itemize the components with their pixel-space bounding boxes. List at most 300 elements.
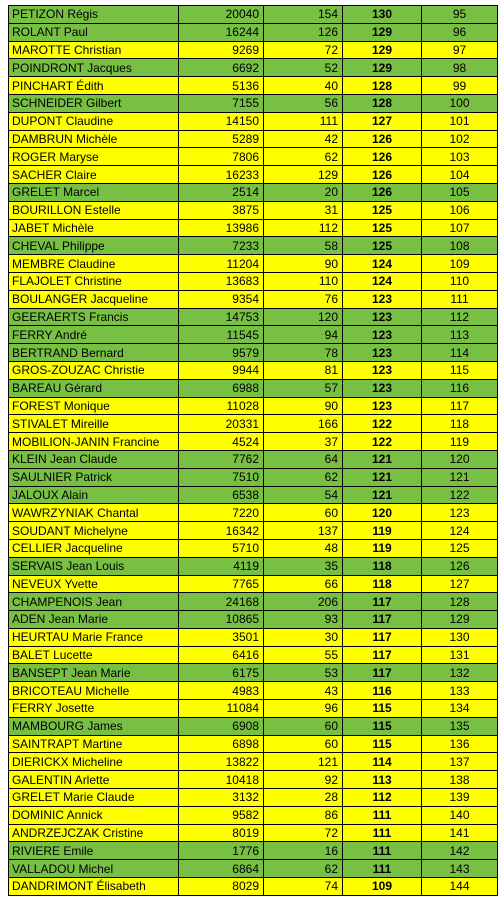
average-cell: 113 (343, 771, 422, 789)
player-name-cell: PINCHART Édith (9, 77, 179, 95)
count-cell: 76 (264, 290, 343, 308)
table-row (9, 112, 498, 130)
table-row (9, 522, 498, 540)
table-row (9, 646, 498, 664)
rank-cell: 129 (422, 611, 498, 629)
average-cell: 123 (343, 308, 422, 326)
count-cell: 72 (264, 824, 343, 842)
count-cell: 62 (264, 148, 343, 166)
count-cell: 126 (264, 23, 343, 41)
total-cell: 13683 (179, 272, 264, 290)
average-cell: 122 (343, 415, 422, 433)
average-cell: 117 (343, 646, 422, 664)
average-cell: 115 (343, 700, 422, 718)
total-cell: 7155 (179, 94, 264, 112)
player-name-cell: JABET Michèle (9, 219, 179, 237)
average-cell: 123 (343, 379, 422, 397)
rank-cell: 118 (422, 415, 498, 433)
count-cell: 137 (264, 522, 343, 540)
total-cell: 9269 (179, 41, 264, 59)
average-cell: 119 (343, 522, 422, 540)
player-name-cell: ADEN Jean Marie (9, 611, 179, 629)
player-name-cell: FERRY André (9, 326, 179, 344)
count-cell: 62 (264, 860, 343, 878)
average-cell: 117 (343, 628, 422, 646)
total-cell: 3132 (179, 789, 264, 807)
count-cell: 56 (264, 94, 343, 112)
average-cell: 121 (343, 468, 422, 486)
rank-cell: 111 (422, 290, 498, 308)
rank-cell: 123 (422, 504, 498, 522)
player-name-cell: NEVEUX Yvette (9, 575, 179, 593)
count-cell: 40 (264, 77, 343, 95)
player-name-cell: RIVIERE Emile (9, 842, 179, 860)
count-cell: 54 (264, 486, 343, 504)
total-cell: 20040 (179, 6, 264, 24)
rank-cell: 144 (422, 878, 498, 896)
average-cell: 111 (343, 842, 422, 860)
count-cell: 90 (264, 255, 343, 273)
average-cell: 111 (343, 860, 422, 878)
rank-cell: 141 (422, 824, 498, 842)
player-name-cell: BOULANGER Jacqueline (9, 290, 179, 308)
total-cell: 9944 (179, 361, 264, 379)
count-cell: 31 (264, 201, 343, 219)
table-row (9, 415, 498, 433)
rank-cell: 126 (422, 557, 498, 575)
count-cell: 55 (264, 646, 343, 664)
table-row (9, 308, 498, 326)
average-cell: 128 (343, 94, 422, 112)
count-cell: 72 (264, 41, 343, 59)
count-cell: 94 (264, 326, 343, 344)
table-row (9, 237, 498, 255)
player-name-cell: JALOUX Alain (9, 486, 179, 504)
total-cell: 1776 (179, 842, 264, 860)
average-cell: 123 (343, 344, 422, 362)
count-cell: 60 (264, 717, 343, 735)
count-cell: 78 (264, 344, 343, 362)
count-cell: 86 (264, 806, 343, 824)
player-name-cell: SERVAIS Jean Louis (9, 557, 179, 575)
table-row (9, 6, 498, 24)
table-row (9, 130, 498, 148)
total-cell: 9582 (179, 806, 264, 824)
count-cell: 166 (264, 415, 343, 433)
table-row (9, 664, 498, 682)
total-cell: 14753 (179, 308, 264, 326)
table-row (9, 557, 498, 575)
count-cell: 92 (264, 771, 343, 789)
average-cell: 129 (343, 59, 422, 77)
average-cell: 116 (343, 682, 422, 700)
count-cell: 60 (264, 504, 343, 522)
total-cell: 11028 (179, 397, 264, 415)
rank-cell: 103 (422, 148, 498, 166)
average-cell: 121 (343, 450, 422, 468)
count-cell: 58 (264, 237, 343, 255)
player-name-cell: SAULNIER Patrick (9, 468, 179, 486)
total-cell: 7806 (179, 148, 264, 166)
count-cell: 154 (264, 6, 343, 24)
player-name-cell: ROLANT Paul (9, 23, 179, 41)
rank-cell: 131 (422, 646, 498, 664)
total-cell: 10865 (179, 611, 264, 629)
table-row (9, 77, 498, 95)
average-cell: 115 (343, 735, 422, 753)
table-row (9, 290, 498, 308)
table-row (9, 183, 498, 201)
total-cell: 7233 (179, 237, 264, 255)
table-row (9, 450, 498, 468)
average-cell: 126 (343, 183, 422, 201)
player-name-cell: DIERICKX Micheline (9, 753, 179, 771)
total-cell: 13986 (179, 219, 264, 237)
rank-cell: 125 (422, 539, 498, 557)
total-cell: 3875 (179, 201, 264, 219)
player-name-cell: STIVALET Mireille (9, 415, 179, 433)
average-cell: 112 (343, 789, 422, 807)
total-cell: 8019 (179, 824, 264, 842)
table-row (9, 504, 498, 522)
player-name-cell: GRELET Marie Claude (9, 789, 179, 807)
total-cell: 14150 (179, 112, 264, 130)
rank-cell: 142 (422, 842, 498, 860)
player-name-cell: DANDRIMONT Élisabeth (9, 878, 179, 896)
count-cell: 81 (264, 361, 343, 379)
total-cell: 10418 (179, 771, 264, 789)
rank-cell: 136 (422, 735, 498, 753)
average-cell: 123 (343, 326, 422, 344)
average-cell: 125 (343, 201, 422, 219)
player-name-cell: BALET Lucette (9, 646, 179, 664)
player-name-cell: SCHNEIDER Gilbert (9, 94, 179, 112)
total-cell: 6898 (179, 735, 264, 753)
table-row (9, 433, 498, 451)
count-cell: 129 (264, 166, 343, 184)
player-name-cell: DUPONT Claudine (9, 112, 179, 130)
count-cell: 28 (264, 789, 343, 807)
rank-cell: 135 (422, 717, 498, 735)
player-name-cell: BRICOTEAU Michelle (9, 682, 179, 700)
rank-cell: 95 (422, 6, 498, 24)
total-cell: 9354 (179, 290, 264, 308)
table-row (9, 379, 498, 397)
average-cell: 117 (343, 593, 422, 611)
player-name-cell: MAMBOURG James (9, 717, 179, 735)
count-cell: 206 (264, 593, 343, 611)
table-row (9, 806, 498, 824)
total-cell: 11084 (179, 700, 264, 718)
table-row (9, 468, 498, 486)
player-name-cell: FOREST Monique (9, 397, 179, 415)
player-name-cell: CHAMPENOIS Jean (9, 593, 179, 611)
average-cell: 125 (343, 237, 422, 255)
player-name-cell: SACHER Claire (9, 166, 179, 184)
table-row (9, 219, 498, 237)
average-cell: 118 (343, 557, 422, 575)
average-cell: 114 (343, 753, 422, 771)
table-row (9, 611, 498, 629)
rank-cell: 96 (422, 23, 498, 41)
table-row (9, 878, 498, 896)
player-name-cell: GALENTIN Arlette (9, 771, 179, 789)
total-cell: 6692 (179, 59, 264, 77)
average-cell: 125 (343, 219, 422, 237)
rank-cell: 99 (422, 77, 498, 95)
total-cell: 9579 (179, 344, 264, 362)
average-cell: 117 (343, 664, 422, 682)
player-name-cell: VALLADOU Michel (9, 860, 179, 878)
average-cell: 126 (343, 166, 422, 184)
count-cell: 35 (264, 557, 343, 575)
average-cell: 128 (343, 77, 422, 95)
table-row (9, 771, 498, 789)
average-cell: 121 (343, 486, 422, 504)
average-cell: 115 (343, 717, 422, 735)
average-cell: 122 (343, 433, 422, 451)
count-cell: 62 (264, 468, 343, 486)
count-cell: 20 (264, 183, 343, 201)
count-cell: 37 (264, 433, 343, 451)
count-cell: 110 (264, 272, 343, 290)
rank-cell: 138 (422, 771, 498, 789)
total-cell: 7510 (179, 468, 264, 486)
total-cell: 6908 (179, 717, 264, 735)
rank-cell: 97 (422, 41, 498, 59)
count-cell: 30 (264, 628, 343, 646)
count-cell: 74 (264, 878, 343, 896)
player-name-cell: BANSEPT Jean Marie (9, 664, 179, 682)
player-name-cell: GROS-ZOUZAC Christie (9, 361, 179, 379)
total-cell: 11545 (179, 326, 264, 344)
player-name-cell: GRELET Marcel (9, 183, 179, 201)
average-cell: 124 (343, 272, 422, 290)
rank-cell: 116 (422, 379, 498, 397)
table-row (9, 94, 498, 112)
rank-cell: 98 (422, 59, 498, 77)
player-name-cell: MEMBRE Claudine (9, 255, 179, 273)
table-row (9, 735, 498, 753)
table-row (9, 628, 498, 646)
player-name-cell: FERRY Josette (9, 700, 179, 718)
table-row (9, 860, 498, 878)
average-cell: 126 (343, 148, 422, 166)
total-cell: 4983 (179, 682, 264, 700)
rank-cell: 114 (422, 344, 498, 362)
average-cell: 129 (343, 23, 422, 41)
rank-cell: 104 (422, 166, 498, 184)
count-cell: 48 (264, 539, 343, 557)
total-cell: 3501 (179, 628, 264, 646)
table-row (9, 344, 498, 362)
rank-cell: 117 (422, 397, 498, 415)
rank-cell: 128 (422, 593, 498, 611)
table-row (9, 166, 498, 184)
table-row (9, 361, 498, 379)
count-cell: 42 (264, 130, 343, 148)
table-row (9, 789, 498, 807)
table-row (9, 824, 498, 842)
count-cell: 53 (264, 664, 343, 682)
player-name-cell: SAINTRAPT Martine (9, 735, 179, 753)
table-row (9, 700, 498, 718)
player-name-cell: MAROTTE Christian (9, 41, 179, 59)
player-name-cell: WAWRZYNIAK Chantal (9, 504, 179, 522)
rank-cell: 108 (422, 237, 498, 255)
average-cell: 120 (343, 504, 422, 522)
total-cell: 20331 (179, 415, 264, 433)
table-row (9, 842, 498, 860)
rank-cell: 109 (422, 255, 498, 273)
count-cell: 121 (264, 753, 343, 771)
ranking-table (8, 5, 498, 896)
rank-cell: 134 (422, 700, 498, 718)
rank-cell: 113 (422, 326, 498, 344)
rank-cell: 140 (422, 806, 498, 824)
average-cell: 123 (343, 290, 422, 308)
rank-cell: 127 (422, 575, 498, 593)
average-cell: 126 (343, 130, 422, 148)
player-name-cell: FLAJOLET Christine (9, 272, 179, 290)
player-name-cell: ROGER Maryse (9, 148, 179, 166)
table-row (9, 201, 498, 219)
table-row (9, 753, 498, 771)
average-cell: 111 (343, 824, 422, 842)
table-row (9, 575, 498, 593)
count-cell: 52 (264, 59, 343, 77)
player-name-cell: DAMBRUN Michèle (9, 130, 179, 148)
total-cell: 6416 (179, 646, 264, 664)
count-cell: 16 (264, 842, 343, 860)
rank-cell: 110 (422, 272, 498, 290)
table-row (9, 593, 498, 611)
table-row (9, 682, 498, 700)
rank-cell: 143 (422, 860, 498, 878)
average-cell: 123 (343, 397, 422, 415)
total-cell: 6538 (179, 486, 264, 504)
count-cell: 43 (264, 682, 343, 700)
total-cell: 16244 (179, 23, 264, 41)
ranking-table-body (9, 6, 498, 896)
rank-cell: 120 (422, 450, 498, 468)
player-name-cell: MOBILION-JANIN Francine (9, 433, 179, 451)
total-cell: 13822 (179, 753, 264, 771)
rank-cell: 122 (422, 486, 498, 504)
player-name-cell: CHEVAL Philippe (9, 237, 179, 255)
rank-cell: 105 (422, 183, 498, 201)
player-name-cell: CELLIER Jacqueline (9, 539, 179, 557)
total-cell: 6988 (179, 379, 264, 397)
average-cell: 118 (343, 575, 422, 593)
table-row (9, 717, 498, 735)
player-name-cell: KLEIN Jean Claude (9, 450, 179, 468)
rank-cell: 112 (422, 308, 498, 326)
average-cell: 129 (343, 41, 422, 59)
rank-cell: 107 (422, 219, 498, 237)
rank-cell: 137 (422, 753, 498, 771)
total-cell: 5289 (179, 130, 264, 148)
count-cell: 120 (264, 308, 343, 326)
rank-cell: 106 (422, 201, 498, 219)
average-cell: 130 (343, 6, 422, 24)
rank-cell: 133 (422, 682, 498, 700)
player-name-cell: HEURTAU Marie France (9, 628, 179, 646)
count-cell: 90 (264, 397, 343, 415)
count-cell: 93 (264, 611, 343, 629)
total-cell: 11204 (179, 255, 264, 273)
rank-cell: 102 (422, 130, 498, 148)
count-cell: 112 (264, 219, 343, 237)
player-name-cell: ANDRZEJCZAK Cristine (9, 824, 179, 842)
count-cell: 96 (264, 700, 343, 718)
count-cell: 64 (264, 450, 343, 468)
player-name-cell: PETIZON Régis (9, 6, 179, 24)
player-name-cell: SOUDANT Michelyne (9, 522, 179, 540)
count-cell: 57 (264, 379, 343, 397)
total-cell: 5710 (179, 539, 264, 557)
rank-cell: 139 (422, 789, 498, 807)
average-cell: 109 (343, 878, 422, 896)
total-cell: 6864 (179, 860, 264, 878)
average-cell: 111 (343, 806, 422, 824)
player-name-cell: BOURILLON Estelle (9, 201, 179, 219)
total-cell: 6175 (179, 664, 264, 682)
total-cell: 7762 (179, 450, 264, 468)
average-cell: 117 (343, 611, 422, 629)
count-cell: 66 (264, 575, 343, 593)
rank-cell: 101 (422, 112, 498, 130)
count-cell: 60 (264, 735, 343, 753)
table-row (9, 272, 498, 290)
average-cell: 127 (343, 112, 422, 130)
total-cell: 8029 (179, 878, 264, 896)
total-cell: 4524 (179, 433, 264, 451)
average-cell: 119 (343, 539, 422, 557)
average-cell: 123 (343, 361, 422, 379)
player-name-cell: GEERAERTS Francis (9, 308, 179, 326)
table-row (9, 255, 498, 273)
table-row (9, 59, 498, 77)
player-name-cell: BERTRAND Bernard (9, 344, 179, 362)
rank-cell: 121 (422, 468, 498, 486)
total-cell: 16233 (179, 166, 264, 184)
average-cell: 124 (343, 255, 422, 273)
table-row (9, 326, 498, 344)
table-row (9, 41, 498, 59)
rank-cell: 130 (422, 628, 498, 646)
table-row (9, 148, 498, 166)
total-cell: 5136 (179, 77, 264, 95)
count-cell: 111 (264, 112, 343, 130)
table-row (9, 539, 498, 557)
player-name-cell: DOMINIC Annick (9, 806, 179, 824)
total-cell: 24168 (179, 593, 264, 611)
rank-cell: 115 (422, 361, 498, 379)
rank-cell: 119 (422, 433, 498, 451)
table-row (9, 23, 498, 41)
rank-cell: 100 (422, 94, 498, 112)
total-cell: 4119 (179, 557, 264, 575)
total-cell: 7765 (179, 575, 264, 593)
total-cell: 7220 (179, 504, 264, 522)
table-row (9, 397, 498, 415)
rank-cell: 132 (422, 664, 498, 682)
rank-cell: 124 (422, 522, 498, 540)
player-name-cell: POINDRONT Jacques (9, 59, 179, 77)
total-cell: 16342 (179, 522, 264, 540)
total-cell: 2514 (179, 183, 264, 201)
